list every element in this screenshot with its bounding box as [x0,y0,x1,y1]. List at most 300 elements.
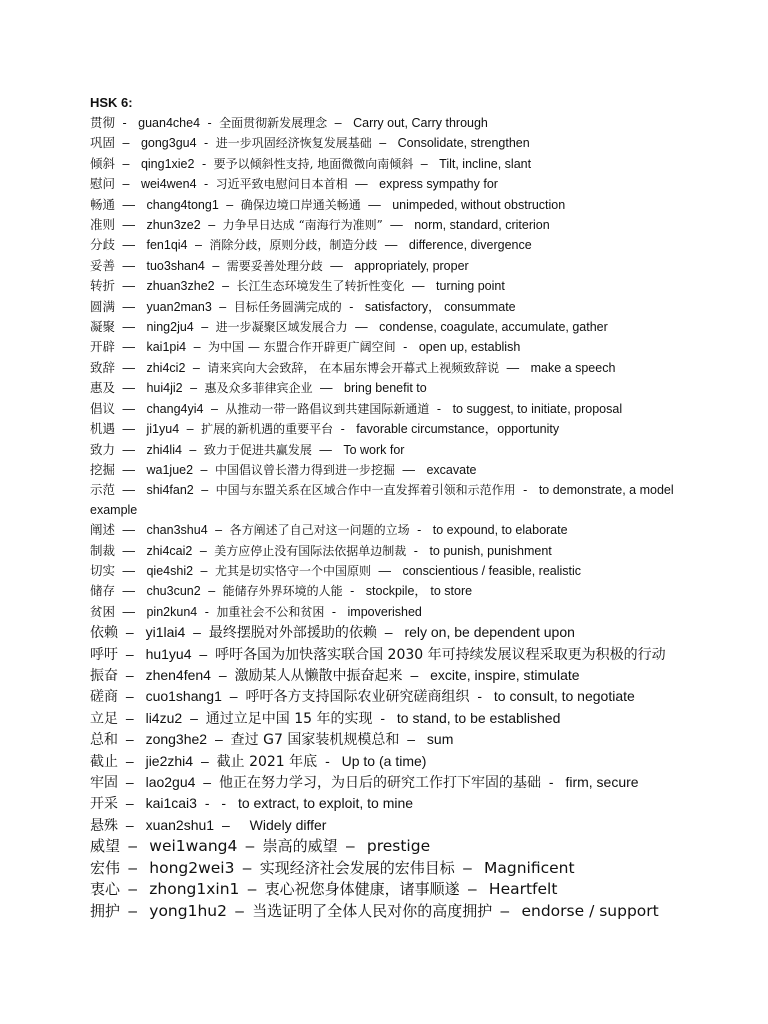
entry-hanzi: 贫困 [90,603,116,619]
entries-container [90,113,690,922]
entry-example-sentence: 美方应停止没有国际法依据单边制裁 [214,543,407,558]
vocab-entry [90,317,690,337]
entry-separator: – [247,881,257,899]
entry-separator: – [125,752,134,769]
entry-separator: – [201,483,209,498]
entry-separator: – [122,177,130,192]
entry-pinyin: fen1qi4 [146,238,188,253]
vocab-entry [90,858,690,880]
entry-pinyin: chang4tong1 [146,197,219,212]
entry-pinyin: guan4che4 [138,116,201,130]
entry-hanzi: 慰问 [90,176,116,192]
entry-separator: – [125,624,134,641]
entry-separator: — [384,238,398,253]
entry-separator: - [201,156,207,171]
vocab-entry [90,520,690,540]
entry-separator: – [200,462,208,477]
entry-separator: – [467,881,477,899]
entry-separator: — [330,258,343,273]
entry-separator: – [190,381,198,396]
entry-hanzi: 畅通 [90,196,116,212]
entry-separator: – [125,666,134,683]
entry-separator: – [199,543,207,558]
entry-separator: – [245,838,255,856]
entry-separator: – [201,320,209,335]
entry-separator: — [122,279,135,294]
entry-separator: — [319,442,332,457]
entry-pinyin: xuan2shu1 [145,816,215,833]
entry-separator: — [355,320,368,335]
entry-example-sentence: 从推动一带一路倡议到共建国际新通道 [225,401,430,416]
entry-example-sentence: 各方阐述了自己对这一问题的立场 [229,523,410,538]
entry-separator: — [412,279,425,294]
entry-separator: – [384,624,393,641]
entry-separator: – [125,795,134,812]
entry-english: excite, inspire, stimulate [430,666,580,683]
vocab-entry [90,235,690,255]
entry-example-sentence: 全面贯彻新发展理念 [219,116,328,130]
entry-separator: – [222,279,230,294]
vocab-entry [90,541,690,561]
entry-hanzi: 贯彻 [90,115,116,130]
vocab-entry [90,154,690,174]
entry-example-sentence: 呼吁各方支持国际农业研究磋商组织 [245,689,470,706]
entry-pinyin: zhen4fen4 [145,666,211,683]
entry-example-sentence: 加重社会不公和贫困 [216,604,325,619]
entry-example-sentence: 请来宾向大会致辞， 在本届东博会开幕式上视频致辞说 [207,360,500,375]
vocab-entry [90,901,690,923]
vocab-entry [90,297,690,317]
entry-separator: - [204,795,210,812]
entry-hanzi: 储存 [90,583,116,599]
entry-separator: – [420,156,428,171]
entry-separator: - [548,774,554,790]
entry-separator: - [413,543,418,558]
entry-english: norm, standard, criterion [414,218,550,233]
entry-separator: — [378,563,391,578]
entry-example-sentence: 习近平致电慰问日本首相 [215,177,348,192]
vocab-entry [90,581,690,601]
entry-example-sentence: 扩展的新机遇的重要平台 [201,422,334,437]
entry-hanzi: 阐述 [90,522,116,538]
entry-english: impoverished [347,604,422,619]
entry-pinyin: chan3shu4 [146,523,208,538]
entry-separator: – [125,709,134,726]
entry-hanzi: 圆满 [90,298,116,314]
entry-english: to consult, to negotiate [493,688,635,705]
entry-pinyin: zong3he2 [145,731,208,748]
entry-hanzi: 立足 [90,710,118,727]
entry-separator: - [325,752,330,769]
entry-example-sentence: 进一步凝聚区域发展合力 [215,320,348,335]
entry-english: Magnificent [484,858,575,877]
entry-example-sentence: 目标任务圆满完成的 [233,299,342,314]
entry-pinyin: zhi4cai2 [146,543,193,558]
entry-separator: – [199,645,208,662]
entry-example-sentence: 能储存外界环境的人能 [222,584,343,599]
list-heading: HSK 6: [90,95,133,110]
entry-separator: — [122,442,135,457]
entry-separator: – [203,774,212,790]
entry-separator: – [214,731,223,748]
vocab-entry [90,602,690,622]
entry-pinyin: chang4yi4 [146,401,204,416]
entry-separator: - [204,136,209,151]
entry-separator: – [190,709,198,726]
entry-english: turning point [436,279,505,294]
entry-separator: — [122,320,135,335]
entry-separator: – [379,136,387,151]
entry-english: to punish, punishment [429,543,552,558]
entry-pinyin: hui4ji2 [146,381,183,396]
entry-hanzi: 切实 [90,562,116,578]
entry-separator: – [125,645,134,662]
vocab-entry [90,644,690,665]
vocab-entry [90,133,690,153]
entry-hanzi: 致辞 [90,359,116,375]
vocab-entry [90,276,690,296]
entry-english: condense, coagulate, accumulate, gather [379,320,608,335]
entry-hanzi: 牢固 [90,775,118,791]
entry-separator: - [340,422,345,437]
entry-english: sum [426,731,454,748]
entry-separator: — [122,604,135,619]
entry-english: Carry out, Carry through [353,116,488,130]
entry-pinyin: wei1wang4 [149,837,238,856]
entry-hanzi: 开辟 [90,339,116,355]
vocab-entry [90,419,690,439]
entry-english: Widely differ [249,816,327,833]
entry-pinyin: wa1jue2 [146,462,194,477]
entry-english: Up to (a time) [341,752,427,769]
entry-hanzi: 挖掘 [90,461,116,477]
entry-english: express sympathy for [379,177,498,192]
entry-pinyin: yuan2man3 [146,299,212,314]
entry-english: Heartfelt [488,880,558,899]
entry-separator: — [402,462,415,477]
entry-english: open up, establish [418,340,521,355]
entry-separator: – [200,563,208,578]
entry-hanzi: 磋商 [90,689,118,706]
entry-separator: - [331,604,337,619]
entry-separator: – [463,859,472,877]
vocab-entry [90,879,690,901]
entry-example-sentence: 尤其是切实恪守一个中国原则 [214,563,371,578]
entry-separator: – [229,688,238,705]
entry-separator: — [122,360,135,375]
entry-hanzi: 转折 [90,278,116,294]
entry-separator: – [186,422,194,437]
entry-separator: – [407,731,416,748]
entry-english: satisfactory， consummate [364,299,516,314]
vocab-entry [90,378,690,398]
entry-pinyin: zhun3ze2 [146,218,201,233]
entry-hanzi: 悬殊 [90,817,118,834]
entry-english: prestige [366,837,431,856]
entry-separator: – [212,258,220,273]
entry-example-sentence: 需要妥善处理分歧 [226,258,323,273]
entry-hanzi: 示范 [90,482,116,498]
entry-separator: — [122,523,135,538]
entry-hanzi: 截止 [90,753,118,770]
entry-english: firm, secure [565,774,639,790]
entry-example-sentence: 呼吁各国为加快落实联合国 2030 年可持续发展议程采取更为积极的行动 [215,646,666,663]
entry-english: stockpile， to store [365,584,473,599]
entry-separator: - [349,299,354,314]
entry-english: excavate [426,462,477,477]
entry-english: Tilt, incline, slant [439,156,532,171]
entry-example-sentence: 中国倡议曾长潜力得到进一步挖掘 [214,462,395,477]
entry-hanzi: 呼吁 [90,646,118,663]
entry-english: appropriately, proper [354,258,469,273]
vocab-entry [90,622,690,643]
vocab-entry [90,174,690,194]
entry-separator: – [128,859,137,877]
entry-separator: – [226,197,234,212]
entry-separator: – [125,731,134,748]
entry-hanzi: 致力 [90,441,116,457]
entry-example-sentence: 长江生态环境发生了转折性变化 [236,279,405,294]
entry-pinyin: yong1hu2 [149,901,227,920]
vocab-entry [90,751,690,772]
entry-pinyin: yi1lai4 [145,624,186,641]
entry-english: endorse / support [521,901,659,920]
entry-separator: — [390,218,403,233]
entry-english: favorable circumstance，opportunity [356,422,560,437]
entry-separator: – [128,838,137,856]
entry-separator: - [403,340,408,355]
entry-pinyin: gong3gu4 [140,136,197,151]
entry-pinyin: zhi4ci2 [146,360,186,375]
entry-separator: – [210,401,218,416]
entry-separator: – [192,360,200,375]
entry-separator: – [122,136,130,151]
vocab-entry [90,772,690,793]
vocab-entry [90,113,690,133]
entry-hanzi: 妥善 [90,257,116,273]
entry-hanzi: 惠及 [90,380,116,396]
entry-hanzi: 机遇 [90,421,116,437]
vocab-entry [90,399,690,419]
entry-separator: – [125,774,134,790]
entry-separator: — [122,543,135,558]
entry-pinyin: qing1xie2 [140,156,195,171]
vocab-entry [90,256,690,276]
entry-hanzi: 巩固 [90,135,116,151]
entry-hanzi: 衷心 [90,880,121,899]
vocab-entry [90,815,690,836]
entry-english: to extract, to exploit, to mine [237,795,414,812]
entry-hanzi: 依赖 [90,625,118,642]
entry-pinyin: cuo1shang1 [145,688,222,705]
entry-example-sentence: 衷心祝您身体健康，诸事顺遂 [264,880,460,899]
entry-example-sentence: 崇高的威望 [262,837,338,856]
entry-pinyin: zhuan3zhe2 [146,279,215,294]
entry-english: Consolidate, strengthen [397,136,530,151]
entry-example-sentence: 他正在努力学习，为日后的研究工作打下牢固的基础 [218,775,541,791]
vocab-entry [90,665,690,686]
vocab-entry [90,195,690,215]
entry-example-sentence: 确保边境口岸通关畅通 [240,197,361,212]
entry-hanzi: 准则 [90,217,116,233]
entry-english: difference, divergence [408,238,532,253]
entry-separator: — [355,177,368,192]
entry-separator: – [500,902,510,920]
entry-english: to stand, to be established [396,709,561,726]
entry-pinyin: tuo3shan4 [146,258,205,273]
vocab-entry [90,440,690,460]
entry-hanzi: 宏伟 [90,858,121,877]
entry-separator: — [122,299,135,314]
entry-english: To work for [343,442,405,457]
entry-separator: – [235,902,244,920]
entry-separator: – [194,238,202,253]
entry-separator: — [122,381,135,396]
entry-example-sentence: 为中国 — 东盟合作开辟更广阔空间 [208,340,396,355]
entry-example-sentence: 惠及众多菲律宾企业 [204,381,313,396]
entry-english: to expound, to elaborate [432,523,568,538]
entry-separator: — [320,381,333,396]
entry-separator: - [417,523,422,538]
vocab-entry [90,793,690,814]
vocab-entry [90,729,690,750]
entry-example-sentence: 进一步巩固经济恢复发展基础 [215,136,372,151]
entry-pinyin: ning2ju4 [146,320,194,335]
entry-separator: — [122,401,135,416]
entry-separator: – [200,752,209,769]
entry-separator: - [204,177,209,192]
entry-separator: – [208,218,216,233]
vocab-entry [90,358,690,378]
entry-example-sentence: 中国与东盟关系在区域合作中一直发挥着引领和示范作用 [215,483,516,498]
entry-hanzi: 倾斜 [90,155,116,171]
entry-separator: – [242,859,252,877]
entry-separator: — [506,360,520,375]
entry-pinyin: lao2gu4 [145,774,196,790]
entry-separator: - [350,584,355,599]
entry-english: unimpeded, without obstruction [392,197,566,212]
entry-example-sentence: 查过 G7 国家装机规模总和 [230,732,400,749]
entry-separator: – [193,624,201,641]
entry-separator: – [221,816,230,833]
entry-separator: – [218,666,227,683]
entry-separator: — [122,197,135,212]
entry-separator: - [204,604,209,619]
entry-english: to suggest, to initiate, proposal [452,401,623,416]
entry-separator: – [193,340,201,355]
entry-english: make a speech [530,360,616,375]
entry-separator: – [345,838,355,856]
entry-hanzi: 拥护 [90,901,121,920]
entry-hanzi: 振奋 [90,667,118,684]
entry-separator: – [128,881,137,899]
entry-pinyin: jie2zhi4 [145,752,194,769]
entry-example-sentence: 当选证明了全体人民对你的高度拥护 [252,901,493,920]
entry-pinyin: shi4fan2 [146,483,194,498]
entry-separator: – [410,666,419,683]
vocab-entry [90,708,690,729]
vocab-entry [90,836,690,858]
entry-pinyin: zhi4li4 [146,442,182,457]
entry-separator: – [219,299,227,314]
entry-separator: - [477,688,483,705]
entry-separator: - [523,483,528,498]
entry-pinyin: chu3cun2 [146,584,201,599]
entry-hanzi: 凝聚 [90,319,116,335]
entry-hanzi: 倡议 [90,400,116,416]
entry-english: conscientious / feasible, realistic [402,563,582,578]
entry-pinyin: li4zu2 [145,709,183,726]
vocab-entry [90,686,690,707]
entry-separator: - [436,401,442,416]
entry-hanzi: 威望 [90,837,121,856]
entry-separator: — [122,218,135,233]
entry-pinyin: pin2kun4 [146,604,198,619]
entry-separator: – [128,902,137,920]
vocab-entry [90,561,690,581]
entry-separator: - [221,795,227,812]
entry-separator: – [189,442,197,457]
entry-hanzi: 开采 [90,796,118,813]
entry-hanzi: 总和 [90,732,118,749]
entry-separator: – [122,156,130,171]
entry-example-sentence: 实现经济社会发展的宏伟目标 [259,858,455,877]
entry-pinyin: hong2wei3 [149,858,235,877]
entry-example-sentence: 力争早日达成 “南海行为准则” [222,218,383,233]
entry-pinyin: wei4wen4 [140,177,197,192]
entry-example-sentence: 要予以倾斜性支持, 地面微微向南倾斜 [213,156,414,171]
entry-example-sentence: 激励某人从懒散中振奋起来 [234,667,403,684]
entry-separator: – [215,523,223,538]
entry-example-sentence: 消除分歧，原则分歧，制造分歧 [209,238,378,253]
entry-pinyin: kai1pi4 [146,340,187,355]
entry-separator: — [122,563,135,578]
vocab-entry [90,337,690,357]
entry-hanzi: 制裁 [90,542,116,558]
vocab-entry [90,215,690,235]
entry-separator: – [334,116,342,130]
entry-pinyin: kai1cai3 [145,795,197,812]
entry-separator: - [122,116,127,130]
entry-example-sentence: 最终摆脱对外部援助的依赖 [208,625,377,642]
entry-example-sentence: 截止 2021 年底 [216,753,318,770]
entry-separator: - [207,116,212,130]
entry-separator: — [122,258,135,273]
entry-english: to demonstrate, a model example [90,483,674,517]
entry-separator: - [380,709,386,726]
entry-separator: — [368,197,381,212]
entry-separator: – [125,688,134,705]
entry-separator: — [122,462,135,477]
entry-english: bring benefit to [344,381,427,396]
entry-separator: — [122,238,135,253]
entry-separator: – [208,584,216,599]
entry-separator: — [122,340,135,355]
vocab-entry [90,460,690,480]
entry-example-sentence: 通过立足中国 15 年的实现 [205,710,373,727]
entry-english: rely on, be dependent upon [404,624,575,641]
entry-hanzi: 分歧 [90,237,116,253]
entry-pinyin: qie4shi2 [146,563,194,578]
vocab-entry [90,480,690,520]
entry-pinyin: hu1yu4 [145,645,192,662]
entry-separator: — [122,483,135,498]
entry-separator: — [122,422,135,437]
entry-pinyin: zhong1xin1 [149,880,240,899]
vocabulary-list [90,95,690,922]
entry-separator: — [122,584,135,599]
entry-separator: – [125,816,134,833]
